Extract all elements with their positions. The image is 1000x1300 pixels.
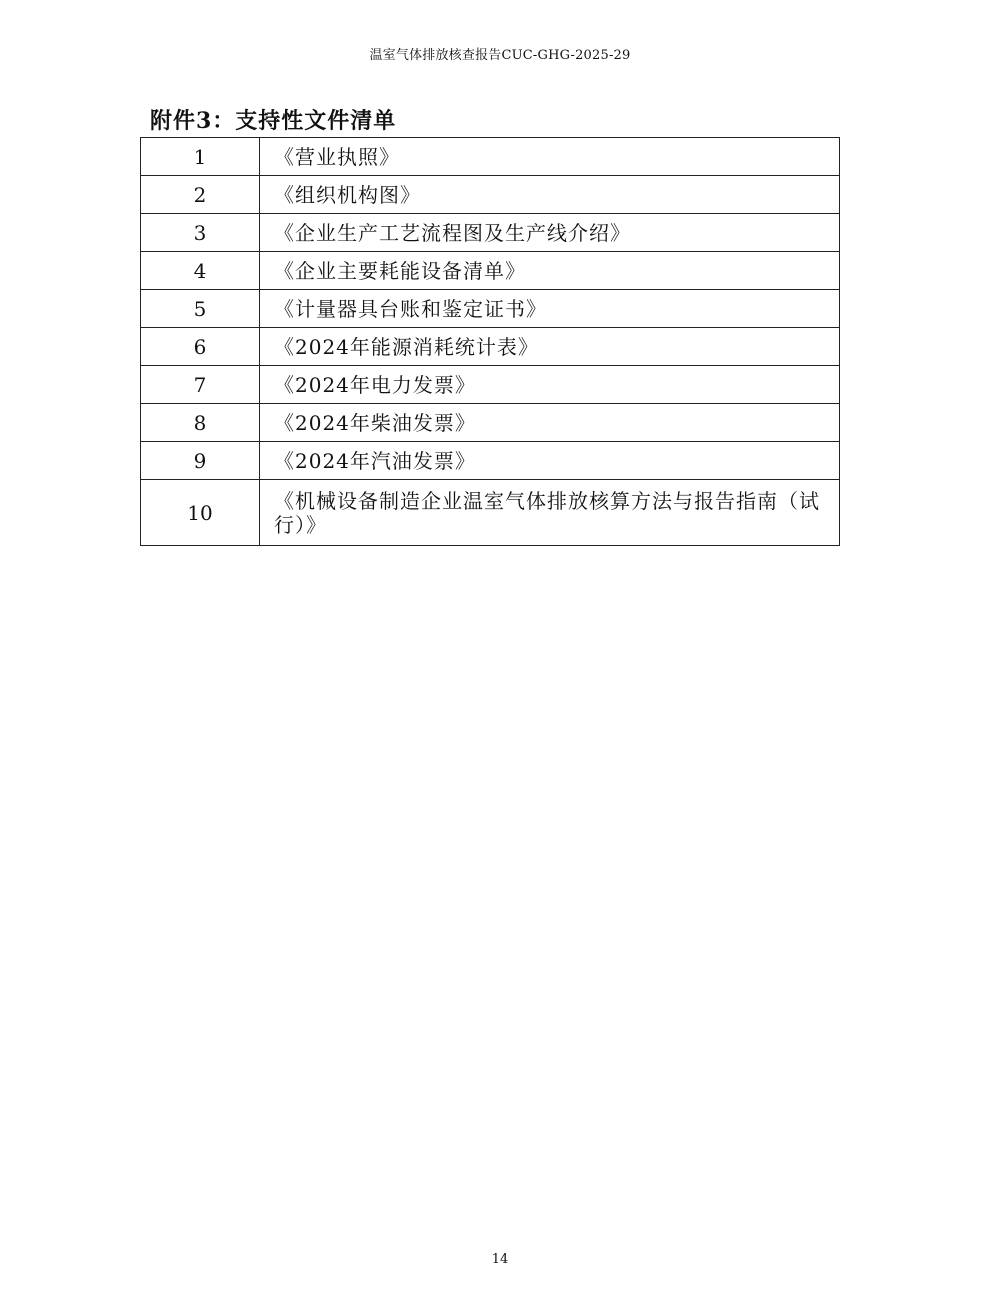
table-row bbox=[141, 290, 840, 328]
document-name: 《2024年柴油发票》 bbox=[260, 404, 840, 442]
row-number: 6 bbox=[141, 328, 260, 366]
row-number: 7 bbox=[141, 366, 260, 404]
row-number: 4 bbox=[141, 252, 260, 290]
table-row bbox=[141, 176, 840, 214]
row-number: 5 bbox=[141, 290, 260, 328]
row-number: 3 bbox=[141, 214, 260, 252]
table-row bbox=[141, 328, 840, 366]
row-number: 2 bbox=[141, 176, 260, 214]
table-row bbox=[141, 404, 840, 442]
document-name: 《2024年电力发票》 bbox=[260, 366, 840, 404]
document-name: 《营业执照》 bbox=[260, 138, 840, 176]
table-row bbox=[141, 214, 840, 252]
document-name: 《2024年能源消耗统计表》 bbox=[260, 328, 840, 366]
row-number: 10 bbox=[141, 480, 260, 546]
table-row bbox=[141, 366, 840, 404]
row-number: 8 bbox=[141, 404, 260, 442]
document-name: 《机械设备制造企业温室气体排放核算方法与报告指南（试行）》 bbox=[260, 480, 840, 546]
document-name: 《企业生产工艺流程图及生产线介绍》 bbox=[260, 214, 840, 252]
table-row bbox=[141, 252, 840, 290]
page-header: 温室气体排放核查报告CUC-GHG-2025-29 bbox=[369, 48, 631, 63]
section-title: 附件3：支持性文件清单 bbox=[150, 108, 397, 134]
table-row bbox=[141, 138, 840, 176]
document-name: 《组织机构图》 bbox=[260, 176, 840, 214]
row-number: 9 bbox=[141, 442, 260, 480]
document-name: 《企业主要耗能设备清单》 bbox=[260, 252, 840, 290]
table-row bbox=[141, 442, 840, 480]
document-name: 《计量器具台账和鉴定证书》 bbox=[260, 290, 840, 328]
row-number: 1 bbox=[141, 138, 260, 176]
table-row bbox=[141, 480, 840, 546]
supporting-documents-table bbox=[140, 137, 840, 546]
document-name: 《2024年汽油发票》 bbox=[260, 442, 840, 480]
page-number: 14 bbox=[491, 1252, 509, 1267]
